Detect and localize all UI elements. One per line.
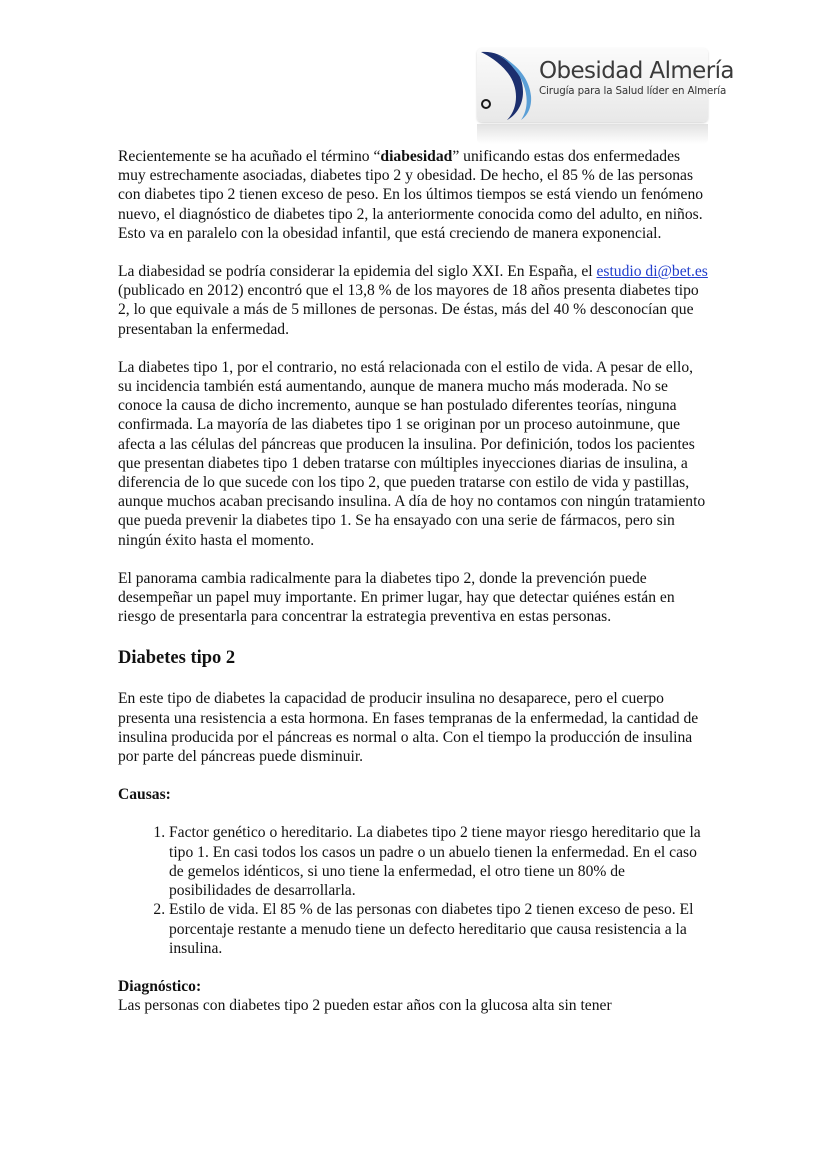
logo-swoosh-icon	[477, 48, 537, 122]
paragraph-diabesidad-intro	[118, 147, 710, 243]
paragraph-diabetes-tipo-1: La diabetes tipo 1, por el contrario, no está relacionada con el estilo de vida. A pesar de ello, su incidencia también está aumentando, aunque de manera mucho más moderada. No se conoce la causa de dicho incremento, aunque se han postulado diferentes teorías, ninguna confirmada. La mayoría de las diabetes tipo 1 se originan por un proceso autoinmune, que afecta a las células del páncreas que producen la insulina. Por definición, todos los pacientes que presentan diabetes tipo 1 deben tratarse con múltiples inyecciones diarias de insulina, a diferencia de lo que sucede con los tipo 2, que pueden tratarse con estilo de vida y pastillas, aunque muchos acaban precisando insulina. A día de hoy no contamos con ningún tratamiento que pueda prevenir la diabetes tipo 1. Se ha ensayado con una serie de fármacos, pero sin ningún éxito hasta el momento.	[118, 358, 706, 549]
paragraph-tipo-2-intro: En este tipo de diabetes la capacidad de producir insulina no desaparece, pero el cuerpo presenta una resistencia a esta hormona. En fases tempranas de la enfermedad, la cantidad de insulina producida por el páncreas es normal o alta. Con el tiempo la producción de insulina por parte del páncreas puede disminuir.	[118, 690, 699, 766]
paragraph-text: (publicado en 2012) encontró que el 13,8 % de los mayores de 18 años presenta diabetes tipo 2, lo que equivale a más de 5 millones de personas. De éstas, más del 40 % desconocían que presentaban la enfermedad.	[118, 282, 699, 338]
paragraph-diagnosis: Las personas con diabetes tipo 2 pueden estar años con la glucosa alta sin tener	[118, 997, 612, 1015]
obesidad-almeria-logo	[477, 48, 734, 144]
term-diabesidad: diabesidad	[380, 148, 453, 165]
estudio-dibetes-link[interactable]: estudio di@bet.es	[596, 263, 708, 281]
causes-heading: Causas:	[118, 786, 171, 804]
causes-list	[118, 823, 710, 957]
paragraph-text: Recientemente se ha acuñado el término “	[118, 148, 381, 165]
logo-reflection	[477, 124, 708, 144]
logo-tagline: Cirugía para la Salud líder en Almería	[539, 85, 727, 97]
document-body	[118, 147, 710, 1015]
paragraph-panorama: El panorama cambia radicalmente para la diabetes tipo 2, donde la prevención puede desempeñar un papel muy importante. En primer lugar, hay que detectar quiénes están en riesgo de presentarla para concentrar la estrategia preventiva en estas personas.	[118, 569, 675, 626]
diagnosis-heading: Diagnóstico:	[118, 977, 202, 995]
paragraph-text: ” unificando estas dos enfermedades muy estrechamente asociadas, diabetes tipo 2 y obesidad. De hecho, el 85 % de las personas con diabetes tipo 2 tienen exceso de peso. En los últimos tiempos se está viendo un fenómeno nuevo, el diagnóstico de diabetes tipo 2, la anteriormente conocida como del adulto, en niños. Esto va en paralelo con la obesidad infantil, que está creciendo de manera exponencial.	[118, 148, 704, 242]
list-item-cause-genetic: 1. Factor genético o hereditario. La diabetes tipo 2 tiene mayor riesgo hereditario que la tipo 1. En casi todos los casos un padre o un abuelo tienen la enfermedad. En el caso de gemelos idénticos, si uno tiene la enfermedad, el otro tiene un 80% de posibilidades de desarrollarla.	[169, 823, 710, 900]
logo-name: Obesidad Almería	[539, 58, 734, 84]
list-item-cause-lifestyle: 2. Estilo de vida. El 85 % de las personas con diabetes tipo 2 tienen exceso de peso. El porcentaje restante a menudo tiene un defecto hereditario que causa resistencia a la insulina.	[169, 900, 710, 958]
logo-box	[477, 48, 734, 122]
paragraph-epidemia	[118, 262, 710, 339]
section-heading-diabetes-tipo-2: Diabetes tipo 2	[118, 648, 236, 669]
paragraph-text: La diabesidad se podría considerar la epidemia del siglo XXI. En España, el	[118, 263, 597, 281]
